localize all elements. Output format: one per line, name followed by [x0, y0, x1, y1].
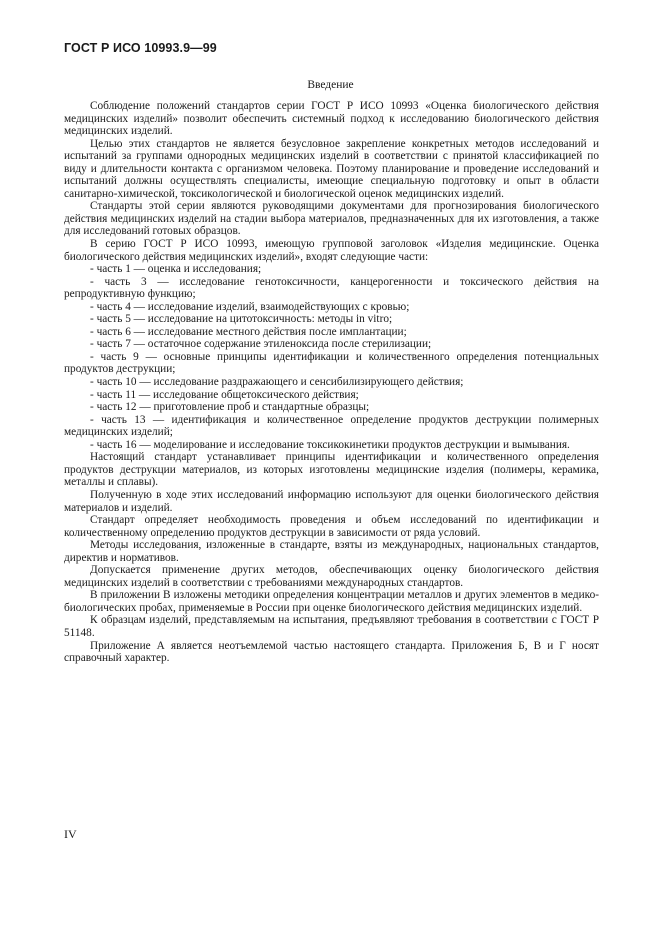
list-item: - часть 5 — исследование на цитотоксичность: методы in vitro;	[90, 313, 393, 326]
list-item: - часть 12 — приготовление проб и стандартные образцы;	[90, 401, 370, 414]
paragraph: Допускается применение других методов, обеспечивающих оценку биологического действия медицинских изделий в соответствии с требованиями международных стандартов.	[64, 564, 599, 589]
paragraph: Целью этих стандартов не является безусловное закрепление конкретных методов исследований и испытаний за группами однородных медицинских изделий в соответствии с принятой классификацией по виду и длительности контакта с организмом человека. Поэтому планирование и проведение исследований и испытаний должны осуществлять специалисты, имеющие специальную подготовку и опыт в области санитарно-химической, токсикологической и биологической оценок медицинских изделий.	[64, 137, 599, 200]
section-title: Введение	[307, 79, 354, 91]
paragraph: К образцам изделий, представляемым на испытания, предъявляют требования в соответствии с ГОСТ Р 51148.	[64, 614, 599, 639]
list-item: - часть 4 — исследование изделий, взаимодействующих с кровью;	[90, 300, 410, 313]
list-item: - часть 16 — моделирование и исследование токсикокинетики продуктов деструкции и вымывания.	[90, 438, 570, 451]
paragraph: Приложение А является неотъемлемой частью настоящего стандарта. Приложения Б, В и Г носят справочный характер.	[64, 639, 599, 665]
list-item: - часть 1 — оценка и исследования;	[90, 263, 262, 276]
paragraph: Настоящий стандарт устанавливает принципы идентификации и количественного определения продуктов деструкции материалов, из которых изготовлены медицинские изделия (полимеры, керамика, металлы и сплавы).	[64, 451, 599, 489]
body-text	[64, 100, 599, 665]
document-code-header: ГОСТ Р ИСО 10993.9—99	[64, 41, 217, 55]
paragraph: Стандарт определяет необходимость проведения и объем исследований по идентификации и количественному определению продуктов деструкции в зависимости от ряда условий.	[64, 514, 599, 539]
list-item: - часть 10 — исследование раздражающего и сенсибилизирующего действия;	[90, 376, 464, 389]
list-item: - часть 13 — идентификация и количественное определение продуктов деструкции полимерных медицинских изделий;	[64, 413, 599, 439]
paragraph: В приложении В изложены методики определения концентрации металлов и других элементов в медико-биологических пробах, применяемые в России при оценке биологического действия медицинских изделий.	[64, 589, 599, 614]
paragraph: В серию ГОСТ Р ИСО 10993, имеющую групповой заголовок «Изделия медицинские. Оценка биологического действия медицинских изделий», входят следующие части:	[64, 238, 599, 263]
list-item: - часть 6 — исследование местного действия после имплантации;	[90, 325, 407, 338]
list-item: - часть 11 — исследование общетоксического действия;	[90, 388, 359, 401]
list-item: - часть 7 — остаточное содержание этиленоксида после стерилизации;	[90, 338, 432, 351]
paragraph: Стандарты этой серии являются руководящими документами для прогнозирования биологического действия медицинских изделий на стадии выбора материалов, предназначенных для их изготовления, а также для исследований готовых образцов.	[64, 200, 599, 238]
paragraph: Соблюдение положений стандартов серии ГОСТ Р ИСО 10993 «Оценка биологического действия медицинских изделий» позволит обеспечить системный подход к исследованию биологического действия медицинских изделий.	[64, 100, 599, 138]
list-item: - часть 9 — основные принципы идентификации и количественного определения потенциальных продуктов деструкции;	[64, 350, 599, 376]
list-item: - часть 3 — исследование генотоксичности, канцерогенности и токсического действия на репродуктивную функцию;	[64, 275, 599, 301]
page-number: IV	[64, 827, 77, 841]
paragraph: Методы исследования, изложенные в стандарте, взяты из международных, национальных стандартов, директив и нормативов.	[64, 539, 599, 564]
paragraph: Полученную в ходе этих исследований информацию используют для оценки биологического действия материалов и изделий.	[64, 488, 599, 514]
